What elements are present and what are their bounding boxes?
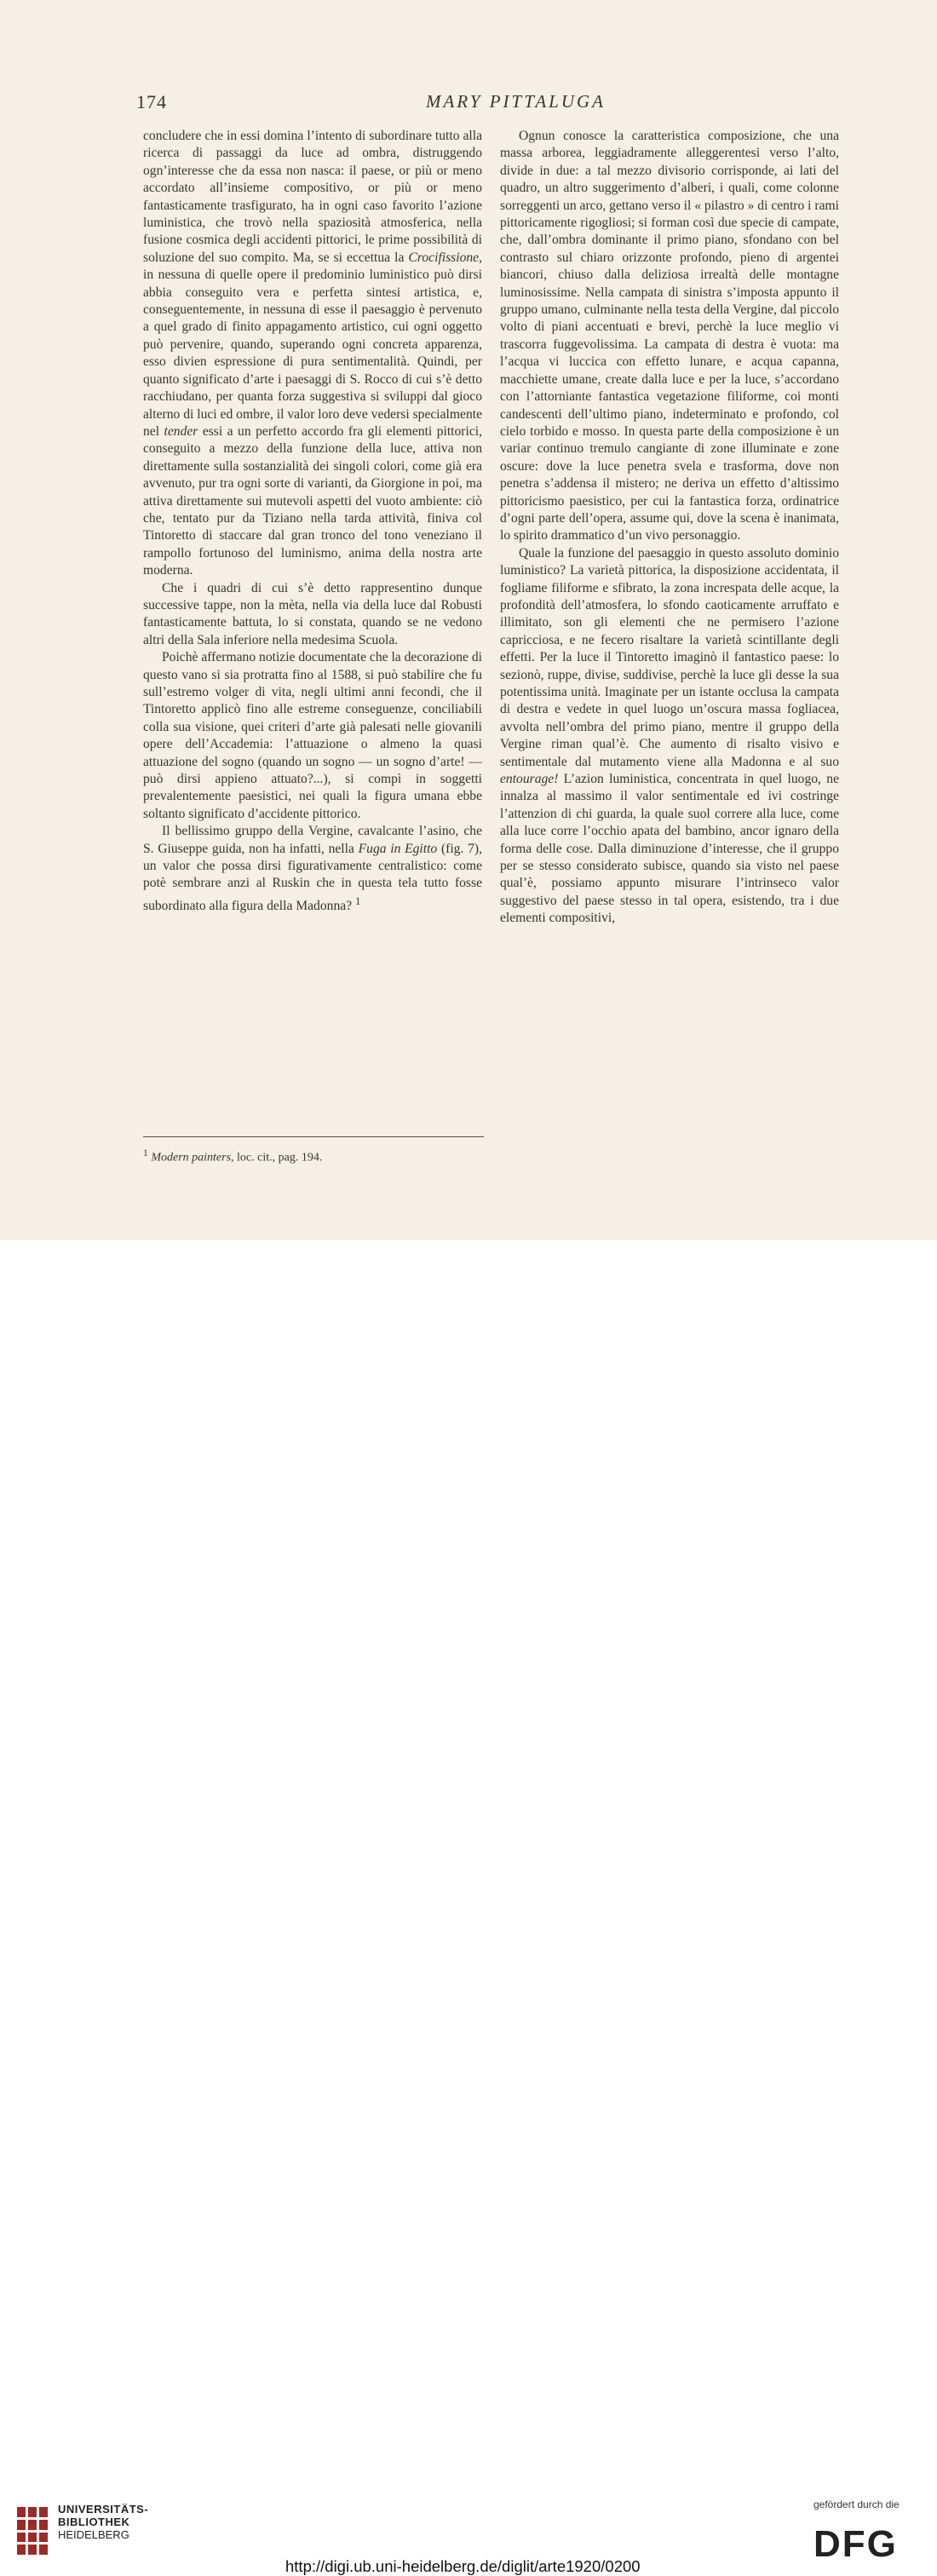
footnote-divider — [143, 1136, 484, 1137]
paragraph — [500, 128, 839, 545]
footnote-work-title: Modern painters — [151, 1151, 232, 1164]
italic-text: tender — [164, 423, 198, 439]
paragraph — [500, 545, 839, 928]
running-head: MARY PITTALUGA — [426, 91, 606, 112]
funding-note: gefördert durch die — [813, 2498, 900, 2510]
footnote-citation: , loc. cit., pag. 194. — [231, 1151, 323, 1164]
italic-text: Fuga in Egitto — [358, 841, 438, 856]
left-text-column — [143, 128, 482, 915]
scanned-page — [0, 0, 937, 1240]
text-run: , in nessuna di quelle opere il predominio luministico può dirsi abbia conseguito vera e perfetta sintesi artistica, e, conseguentemente, in nessuna di esse il paesaggio è pervenuto a quel grado di finito appagamento artistico, cui ogni oggetto può pervenire, quando, superando ogni concreta apparenza, esso divien espressione di pura sentimentalità. Quindi, per quanto significato d’arte i paesaggi di S. Rocco di cui s’è detto racchiudano, per quanta forza suggestiva si sviluppi dal gioco alterno di luci ed ombre, il valor loro deve vedersi specialmente nel — [143, 250, 482, 439]
library-name-line3: HEIDELBERG — [58, 2528, 129, 2541]
library-name-line2: BIBLIOTHEK — [58, 2516, 130, 2528]
paragraph — [143, 649, 482, 823]
paragraph — [143, 580, 482, 650]
paragraph — [143, 823, 482, 915]
right-text-column — [500, 128, 839, 928]
page-number: 174 — [136, 91, 167, 112]
italic-text: Crocifissione — [408, 250, 480, 265]
footnote-marker: 1 — [143, 1147, 148, 1159]
text-run: (fig. 7), un valor che possa dirsi figurativamente centralistico: come potè sembrare anzi al Ruskin che in questa tela tutto fosse subordinato alla figura della Madonna? — [143, 841, 482, 914]
italic-text: entourage! — [500, 772, 559, 787]
text-run: Quale la funzione del paesaggio in questo assoluto dominio luministico? La varietà pittorica, la disposizione accidentata, il fogliame filiforme e sfibrato, la zona increspata delle acque, la profondità dell’atmosfera, lo sfondo caoticamente arruffato e illimitato, son gli elementi che ne permisero l’azione capricciosa, e ne fecero risaltare la varietà scintillante degli effetti. Per la luce il Tintoretto imaginò il fantastico paese: lo sezionò, ruppe, divise, suddivise, perchè la luce gli desse la sua potentissima unità. Imaginate per un istante occlusa la campata di destra e vedete in quel luogo un’oscura massa fogliacea, avvolta nell’ombra del primo piano, mentre il gruppo della Vergine riman qual’è. Che aumento di risalto visivo e sentimentale dal mutamento viene alla Madonna e al suo — [500, 545, 839, 769]
text-run: essi a un perfetto accordo fra gli elementi pittorici, conseguito a mezzo della funzione della luce, attiva non direttamente sulla sostanzialità dei singoli colori, come già era avvenuto, pur tra ogni sorte di varianti, da Giorgione in poi, ma attiva direttamente sui mutevoli aspetti del vuoto ambiente: ciò che, tentato pur da Tiziano nella tarda attività, finiva col Tintoretto di staccare dal gran tronco del tono veneziano il rampollo fortunoso del luminismo, anima della nostra arte moderna. — [143, 423, 482, 578]
text-run: Il bellissimo gruppo della Vergine, cavalcante l’asino, che S. Giuseppe guida, non ha infatti, nella — [143, 824, 482, 856]
paragraph — [143, 128, 482, 580]
text-run: Ognun conosce la caratteristica composizione, che una massa arborea, leggiadramente alleggerentesi verso l’alto, divide in due: a tal mezzo divisorio corrisponde, ai lati del quadro, un altro suggerimento d’alberi, i quali, come colonne sorreggenti un arco, gettano verso il « pilastro » di centro i rami pittoricamente rigogliosi; si forman così due specie di campate, che, dall’ombra dominante il primo piano, sfondano con bel contrasto sul chiaro orizzonte profondo, pieno di argentei biancori, chiuso dalla deliziosa irrealtà delle montagne luminosissime. Nella campata di sinistra s’imposta appunto il gruppo umano, culminante nella testa della Vergine, dal piccolo volto di piani accentuati e brevi, perchè la luce meglio vi trascorra fuggevolissima. La campata di destra è vuota: ma l’acqua vi luccica con effetto lunare, e acqua capanna, macchiette umane, create dalla luce e per la luce, s’accordano con l’attorniante fantastica vegetazione filiforme, coi monti candescenti dell’ultimo piano, indeterminato e profondo, col cielo torbido e mosso. In questa parte della composizione è un variar continuo tremulo cangiante di zone illuminate e zone oscure: dove la luce penetra svela e trasforma, dove non penetra s’addensa il mistero; ne deriva un effetto d’altissimo pittoricismo paesistico, per cui la fantastica forza, ordinatrice d’ogni parte dell’opera, assume qui, dove la scena è inanimata, lo spirito drammatico d’un vivo personaggio. — [500, 129, 839, 543]
footnote — [143, 1147, 322, 1165]
text-run: concludere che in essi domina l’intento di subordinare tutto alla ricerca di passaggi da luce ad ombra, distruggendo ogn’interesse che da essa non nasca: il paese, or più or meno accordato all’insieme compositivo, or più or meno fantasticamente trasfigurato, ha in ogni caso favorito l’azione luministica, che trovò nella spaziosità atmosferica, nella fusione cosmica degli accidenti pittorici, le prime possibilità di soluzione del suo compito. Ma, se si eccettua la — [143, 129, 482, 265]
text-run: L’azion luministica, concentrata in quel luogo, ne innalza al massimo il valor sentimentale ed ivi costringe l’attenzion di chi guarda, la quale suol correre alla luce, come alla luce corre l’occhio apata del bambino, ancor ignaro della forma delle cose. Dalla diminuzione d’interesse, che il gruppo per se stesso considerato subisce, quando sia visto nel paese qual’è, possiamo appunto misurare l’intrinseco valor suggestivo del paese stesso in tal opera, esistendo, tra i due elementi compositivi, — [500, 772, 839, 926]
library-name — [58, 2503, 148, 2541]
text-run: Che i quadri di cui s’è detto rappresentino dunque successive tappe, non la mèta, nella via della luce dal Robusti fantasticamente battuta, lo si constata, quando se ne vedono altri della Sala inferiore nella medesima Scuola. — [143, 580, 482, 647]
text-run: Poichè affermano notizie documentate che la decorazione di questo vano si sia protratta fino al 1588, si può stabilire che fu sull’estremo volger di vita, negli ultimi anni fecondi, che il Tintoretto applicò fino alle estreme conseguenze, conciliabili colla sua visione, quei criteri d’arte già palesati nelle giovanili opere dell’Accademia: l’attuazione o almeno la quasi attuazione del sogno (quando un sogno — un sogno d’arte! — può dirsi appieno attuato?...), si compì in soggetti prevalentemente paesistici, nei quali la figura umana ebbe soltanto significato d’accidente pittorico. — [143, 650, 482, 821]
digitization-footer — [0, 1240, 937, 2575]
footnote-reference: 1 — [354, 894, 361, 907]
library-name-line1: UNIVERSITÄTS- — [58, 2503, 149, 2516]
digitization-url-link[interactable]: http://digi.ub.uni-heidelberg.de/diglit/arte1920/0200 — [285, 2557, 641, 2575]
university-library-logo-icon — [17, 2507, 49, 2555]
dfg-logo: DFG — [813, 2523, 898, 2565]
